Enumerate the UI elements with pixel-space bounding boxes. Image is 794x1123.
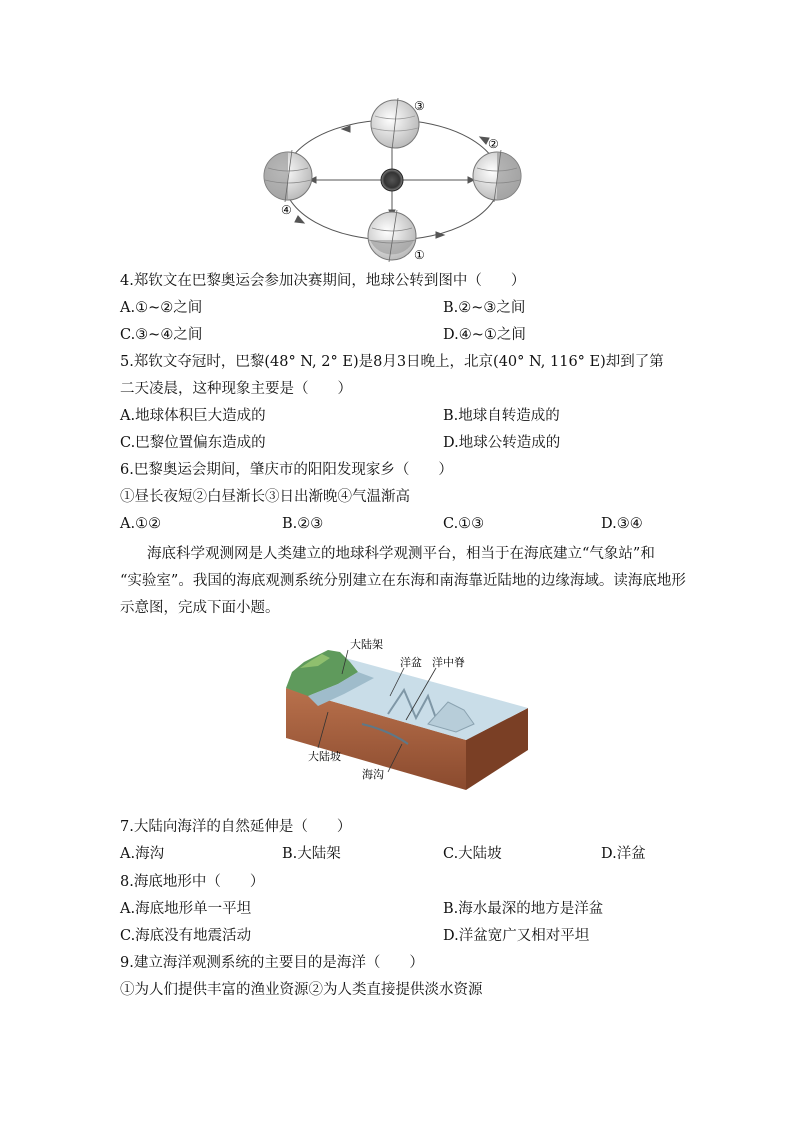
q8-stem: 8.海底地形中（ ） bbox=[120, 874, 265, 890]
label-continental-slope: 大陆坡 bbox=[308, 750, 341, 763]
position-1-label: ① bbox=[414, 248, 425, 262]
label-mid-ocean-ridge: 洋中脊 bbox=[432, 656, 465, 669]
q8-option-c: C.海底没有地震活动 bbox=[120, 928, 252, 944]
q6-option-c: C.①③ bbox=[443, 516, 485, 532]
intro-line2: “实验室”。我国的海底观测系统分别建立在东海和南海靠近陆地的边缘海域。读海底地形 bbox=[120, 573, 686, 589]
earth-position-1 bbox=[368, 210, 425, 262]
position-3-label: ③ bbox=[414, 99, 425, 113]
earth-position-4 bbox=[264, 150, 312, 217]
q5-option-c: C.巴黎位置偏东造成的 bbox=[120, 435, 266, 451]
q6-stem: 6.巴黎奥运会期间，肇庆市的阳阳发现家乡（ ） bbox=[120, 462, 453, 478]
q4-option-c: C.③~④之间 bbox=[120, 327, 203, 343]
q6-statements: ①昼长夜短②白昼渐长③日出渐晚④气温渐高 bbox=[120, 489, 410, 505]
q9-stem: 9.建立海洋观测系统的主要目的是海洋（ ） bbox=[120, 955, 424, 971]
q4-stem: 4.郑钦文在巴黎奥运会参加决赛期间，地球公转到图中（ ） bbox=[120, 273, 526, 289]
label-ocean-basin: 洋盆 bbox=[400, 656, 422, 669]
q7-option-a: A.海沟 bbox=[120, 846, 165, 862]
q8-option-b: B.海水最深的地方是洋盆 bbox=[443, 901, 604, 917]
q4-option-a: A.①~②之间 bbox=[120, 300, 203, 316]
q7-option-b: B.大陆架 bbox=[282, 846, 341, 862]
earth-position-3 bbox=[371, 98, 425, 150]
q8-option-a: A.海底地形单一平坦 bbox=[120, 901, 252, 917]
position-4-label: ④ bbox=[281, 203, 292, 217]
q8-option-d: D.洋盆宽广又相对平坦 bbox=[443, 928, 590, 944]
q6-option-b: B.②③ bbox=[282, 516, 324, 532]
intro-line3: 示意图，完成下面小题。 bbox=[120, 600, 280, 616]
q5-option-d: D.地球公转造成的 bbox=[443, 435, 561, 451]
earth-orbit-diagram bbox=[258, 96, 528, 266]
q9-statements: ①为人们提供丰富的渔业资源②为人类直接提供淡水资源 bbox=[120, 982, 483, 998]
q4-option-b: B.②~③之间 bbox=[443, 300, 526, 316]
q7-option-c: C.大陆坡 bbox=[443, 846, 502, 862]
q7-option-d: D.洋盆 bbox=[601, 846, 646, 862]
q5-stem-line2: 二天凌晨，这种现象主要是（ ） bbox=[120, 381, 352, 397]
sun-icon bbox=[381, 169, 403, 191]
seafloor-terrain-diagram bbox=[278, 632, 530, 802]
q5-stem-line1: 5.郑钦文夺冠时，巴黎(48° N, 2° E)是8月3日晚上，北京(40° N, 116° E)却到了第 bbox=[120, 354, 664, 370]
label-continental-shelf: 大陆架 bbox=[350, 638, 383, 651]
q7-stem: 7.大陆向海洋的自然延伸是（ ） bbox=[120, 819, 352, 835]
q5-option-a: A.地球体积巨大造成的 bbox=[120, 408, 266, 424]
position-2-label: ② bbox=[488, 137, 499, 151]
q6-option-a: A.①② bbox=[120, 516, 162, 532]
q5-option-b: B.地球自转造成的 bbox=[443, 408, 560, 424]
q4-option-d: D.④~①之间 bbox=[443, 327, 526, 343]
intro-line1: 海底科学观测网是人类建立的地球科学观测平台，相当于在海底建立“气象站”和 bbox=[147, 546, 655, 562]
q6-option-d: D.③④ bbox=[601, 516, 643, 532]
earth-position-2 bbox=[473, 137, 521, 202]
label-trench: 海沟 bbox=[362, 768, 384, 781]
